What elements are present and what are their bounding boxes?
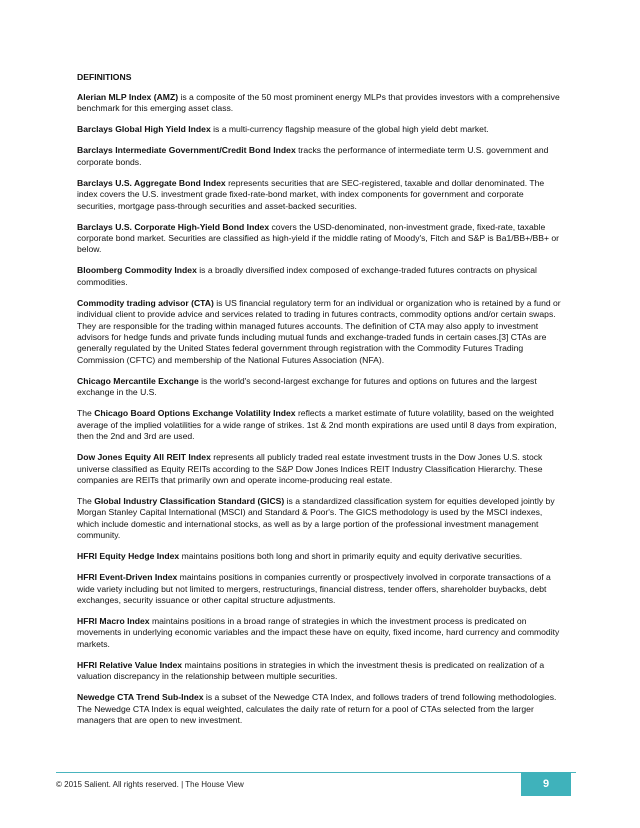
definition-term: Barclays Intermediate Government/Credit Bond Index (77, 145, 296, 156)
definitions-list (77, 92, 564, 726)
definition-term: HFRI Event-Driven Index (77, 572, 178, 583)
definition-item (77, 452, 564, 486)
definition-item (77, 496, 564, 542)
definition-term: Dow Jones Equity All REIT Index (77, 452, 211, 463)
definition-description: is a multi-currency flagship measure of the global high yield debt market. (210, 124, 489, 135)
definition-term: Barclays Global High Yield Index (77, 124, 211, 135)
section-heading: DEFINITIONS (77, 72, 132, 82)
document-body (77, 72, 564, 736)
definition-description: is a subset of the Newedge CTA Index, and follows traders of trend following methodologies. The Newedge CTA Index is equal weighted, calculates the daily rate of return for a pool of CTAs selected from the larger managers that are open to new investment. (77, 692, 557, 725)
definition-description: is the world's second-largest exchange for futures and options on futures and the largest exchange in the U.S. (77, 375, 537, 398)
definition-term: HFRI Relative Value Index (77, 659, 183, 670)
definition-term: Alerian MLP Index (AMZ) (77, 92, 179, 102)
footer-divider (56, 772, 576, 773)
definition-item (77, 616, 564, 650)
definition-item (77, 572, 564, 606)
footer-copyright: © 2015 Salient. All rights reserved. | The House View (56, 780, 244, 789)
definition-item (77, 124, 564, 135)
definition-term: HFRI Equity Hedge Index (77, 551, 180, 562)
definition-description: tracks the performance of intermediate term U.S. government and corporate bonds. (77, 145, 549, 167)
definition-term: Barclays U.S. Corporate High-Yield Bond Index (77, 221, 270, 232)
definition-item (77, 376, 564, 399)
definition-item (77, 660, 564, 683)
definition-term: Newedge CTA Trend Sub-Index (77, 692, 204, 703)
definition-description: is US financial regulatory term for an individual or organization who is retained by a fund or individual client to provide advice and services related to trading in futures contracts, commodity options and/or certain swaps. They are responsible for the trading within managed futures accounts. The definition of CTA may also apply to investment advisors for hedge funds and private funds including mutual funds and exchange-traded funds in certain cases.[3] CTAs are generally regulated by the United States federal government through registration with the Commodity Futures Trading Commission (CFTC) and membership of the National Futures Association (NFA). (77, 297, 561, 365)
definition-item (77, 692, 564, 726)
definition-item (77, 178, 564, 212)
definition-term: Chicago Mercantile Exchange (77, 375, 199, 386)
definition-term: Commodity trading advisor (CTA) (77, 297, 214, 308)
definition-description: represents securities that are SEC-registered, taxable and dollar denominated. The index covers the U.S. investment grade fixed-rate-bond market, with index components for government and corporate securities, mortgage pass-through securities and asset-backed securities. (77, 177, 545, 211)
definition-item (77, 222, 564, 256)
definition-prefix: The (77, 495, 95, 506)
definition-description: is a composite of the 50 most prominent energy MLPs that provides investors with a comprehensive benchmark for this emerging asset class. (77, 92, 560, 114)
definition-description: maintains positions in strategies in which the investment thesis is predicated on realization of a valuation discrepancy in the relationship between multiple securities. (77, 659, 545, 682)
definition-term: Global Industry Classification Standard (GICS) (94, 495, 285, 506)
definition-description: reflects a market estimate of future volatility, based on the weighted average of the implied volatilities for a wide range of strikes. 1st & 2nd month expirations are used until 8 days from expiration, then the 2nd and 3rd are used. (77, 408, 557, 442)
page-number: 9 (542, 778, 550, 790)
definition-description: covers the USD-denominated, non-investment grade, fixed-rate, taxable corporate bond market. Securities are classified as high-yield if the middle rating of Moody's, Fitch and S&P is Ba1/BB+/BB+ or below. (77, 221, 560, 255)
definition-item (77, 551, 564, 562)
definition-item (77, 408, 564, 442)
definition-term: Bloomberg Commodity Index (77, 265, 197, 276)
definition-item (77, 298, 564, 366)
definition-description: maintains positions in a broad range of strategies in which the investment process is predicated on movements in underlying economic variables and the impact these have on equity, fixed income, hard currency and commodity markets. (77, 615, 560, 649)
page-number-badge (521, 772, 571, 796)
definition-item (77, 265, 564, 288)
definition-term: HFRI Macro Index (77, 615, 150, 626)
definition-term: Chicago Board Options Exchange Volatility Index (94, 408, 296, 419)
definition-item (77, 92, 564, 115)
definition-prefix: The (77, 408, 95, 419)
definition-description: represents all publicly traded real estate investment trusts in the Dow Jones U.S. stock universe classified as Equity REITs according to the S&P Dow Jones Indices REIT Industry Classification Hierarchy. These companies are REITs that primarily own and operate income-producing real estate. (77, 452, 543, 485)
definition-description: maintains positions in companies currently or prospectively involved in corporate transactions of a wide variety including but not limited to mergers, restructurings, financial distress, tender offers, shareholder buybacks, debt exchanges, security issuance or other capital structure adjustments. (77, 572, 551, 605)
definition-description: is a broadly diversified index composed of exchange-traded futures contracts on physical commodities. (77, 265, 537, 287)
definition-description: maintains positions both long and short in primarily equity and equity derivative securities. (179, 551, 523, 562)
definition-description: is a standardized classification system for equities developed jointly by Morgan Stanley Capital International (MSCI) and Standard & Poor's. The GICS methodology is used by the MSCI indexes, which include domestic and international stocks, as well as by a large portion of the professional investment management community. (77, 495, 555, 541)
definition-item (77, 145, 564, 168)
definition-term: Barclays U.S. Aggregate Bond Index (77, 177, 226, 188)
